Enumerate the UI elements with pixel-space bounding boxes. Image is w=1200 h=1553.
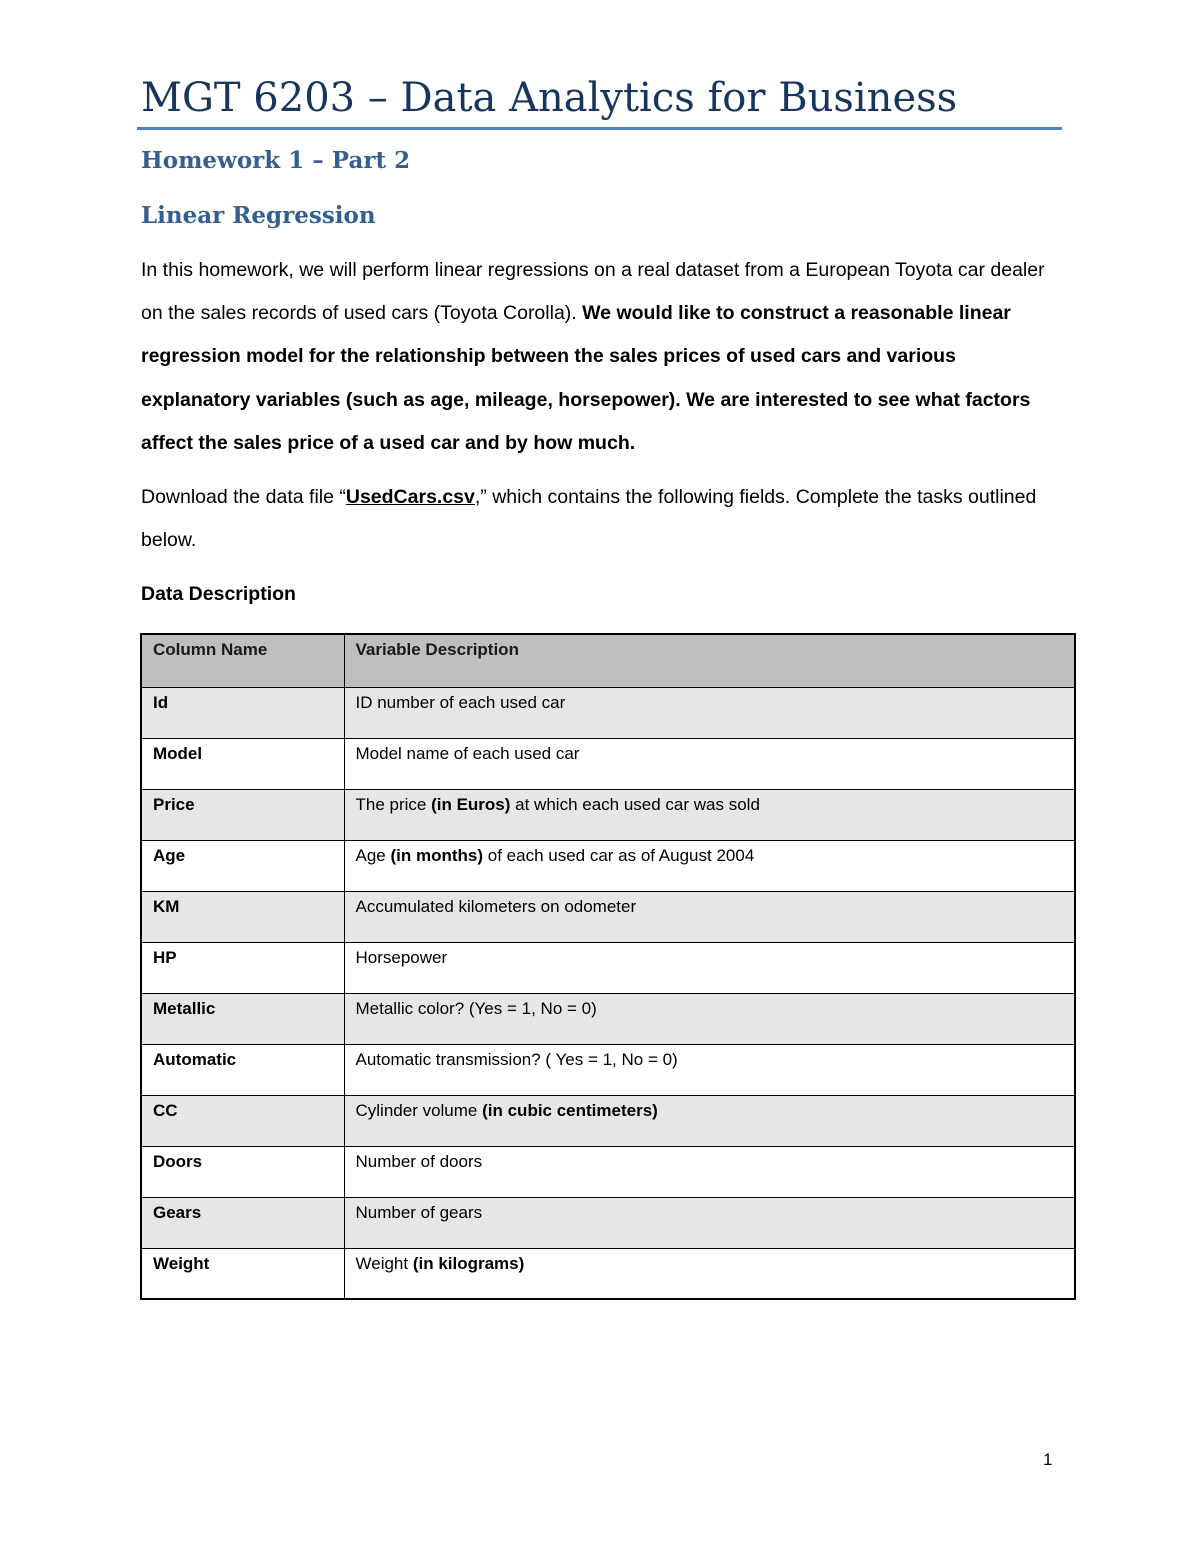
table-row [141, 1248, 1075, 1299]
description-tail-text: at which each used car was sold [510, 794, 760, 814]
intro-text: In this homework, we will perform linear regressions on a real dataset from a European Toyota car dealer on the sales records of used cars (Toyota Corolla). [141, 259, 1045, 325]
table-body [141, 687, 1075, 1299]
variable-description-cell [344, 942, 1075, 993]
column-name-cell: Gears [141, 1197, 344, 1248]
variable-description-cell [344, 891, 1075, 942]
table-row [141, 1044, 1075, 1095]
column-name-cell: Automatic [141, 1044, 344, 1095]
table-row [141, 993, 1075, 1044]
column-name-cell: Price [141, 789, 344, 840]
variable-description-header: Variable Description [344, 634, 1075, 687]
variable-description-cell [344, 993, 1075, 1044]
table-row [141, 789, 1075, 840]
data-description-table [140, 633, 1076, 1300]
table-row [141, 942, 1075, 993]
table-row [141, 840, 1075, 891]
intro-paragraph [141, 249, 1061, 465]
intro-bold-text: We would like to construct a reasonable linear regression model for the relationship between the sales prices of used cars and various explanatory variables (such as age, mileage, horsepower). We are interested to see what factors affect the sales price of a used car and by how much. [141, 302, 1031, 454]
page-number: 1 [1043, 1450, 1053, 1469]
data-description-label: Data Description [141, 583, 296, 605]
variable-description-cell [344, 1044, 1075, 1095]
description-unit-text: (in kilograms) [412, 1253, 525, 1273]
description-text: Age [355, 845, 391, 865]
column-name-cell: HP [141, 942, 344, 993]
topic-heading: Linear Regression [141, 202, 376, 229]
description-text: Model name of each used car [355, 743, 580, 763]
table-header-row [141, 634, 1075, 687]
description-text: Accumulated kilometers on odometer [355, 896, 637, 916]
variable-description-cell [344, 738, 1075, 789]
variable-description-cell [344, 1146, 1075, 1197]
download-text-after: ,” which contains the following fields. Complete the tasks outlined below. [141, 486, 1037, 552]
column-name-cell: Doors [141, 1146, 344, 1197]
download-paragraph [141, 476, 1061, 562]
description-text: ID number of each used car [355, 692, 566, 712]
variable-description-cell [344, 1248, 1075, 1299]
variable-description-cell [344, 789, 1075, 840]
variable-description-cell [344, 687, 1075, 738]
table-row [141, 891, 1075, 942]
table-row [141, 1146, 1075, 1197]
description-text: Horsepower [355, 947, 448, 967]
column-name-cell: Weight [141, 1248, 344, 1299]
description-unit-text: (in cubic centimeters) [482, 1100, 658, 1120]
description-text: Number of gears [355, 1202, 483, 1222]
description-tail-text: of each used car as of August 2004 [483, 845, 755, 865]
variable-description-cell [344, 1095, 1075, 1146]
column-name-cell: Metallic [141, 993, 344, 1044]
column-name-cell: Age [141, 840, 344, 891]
homework-heading: Homework 1 – Part 2 [141, 147, 411, 174]
description-unit-text: (in months) [390, 845, 484, 865]
description-text: Number of doors [355, 1151, 483, 1171]
page-title: MGT 6203 – Data Analytics for Business [141, 75, 958, 121]
table-row [141, 1095, 1075, 1146]
table-row [141, 1197, 1075, 1248]
title-underline [137, 127, 1062, 130]
column-name-header: Column Name [141, 634, 344, 687]
variable-description-cell [344, 1197, 1075, 1248]
variable-description-cell [344, 840, 1075, 891]
column-name-cell: Model [141, 738, 344, 789]
table-row [141, 687, 1075, 738]
description-text: Metallic color? (Yes = 1, No = 0) [355, 998, 597, 1018]
usedcars-csv-link[interactable]: UsedCars.csv [345, 486, 475, 508]
column-name-cell: Id [141, 687, 344, 738]
table-row [141, 738, 1075, 789]
description-text: Cylinder volume [355, 1100, 483, 1120]
column-name-cell: KM [141, 891, 344, 942]
description-text: Weight [355, 1253, 413, 1273]
column-name-cell: CC [141, 1095, 344, 1146]
download-text-before: Download the data file “ [141, 486, 346, 508]
description-text: Automatic transmission? ( Yes = 1, No = 0) [355, 1049, 678, 1069]
description-text: The price [355, 794, 432, 814]
description-unit-text: (in Euros) [431, 794, 511, 814]
